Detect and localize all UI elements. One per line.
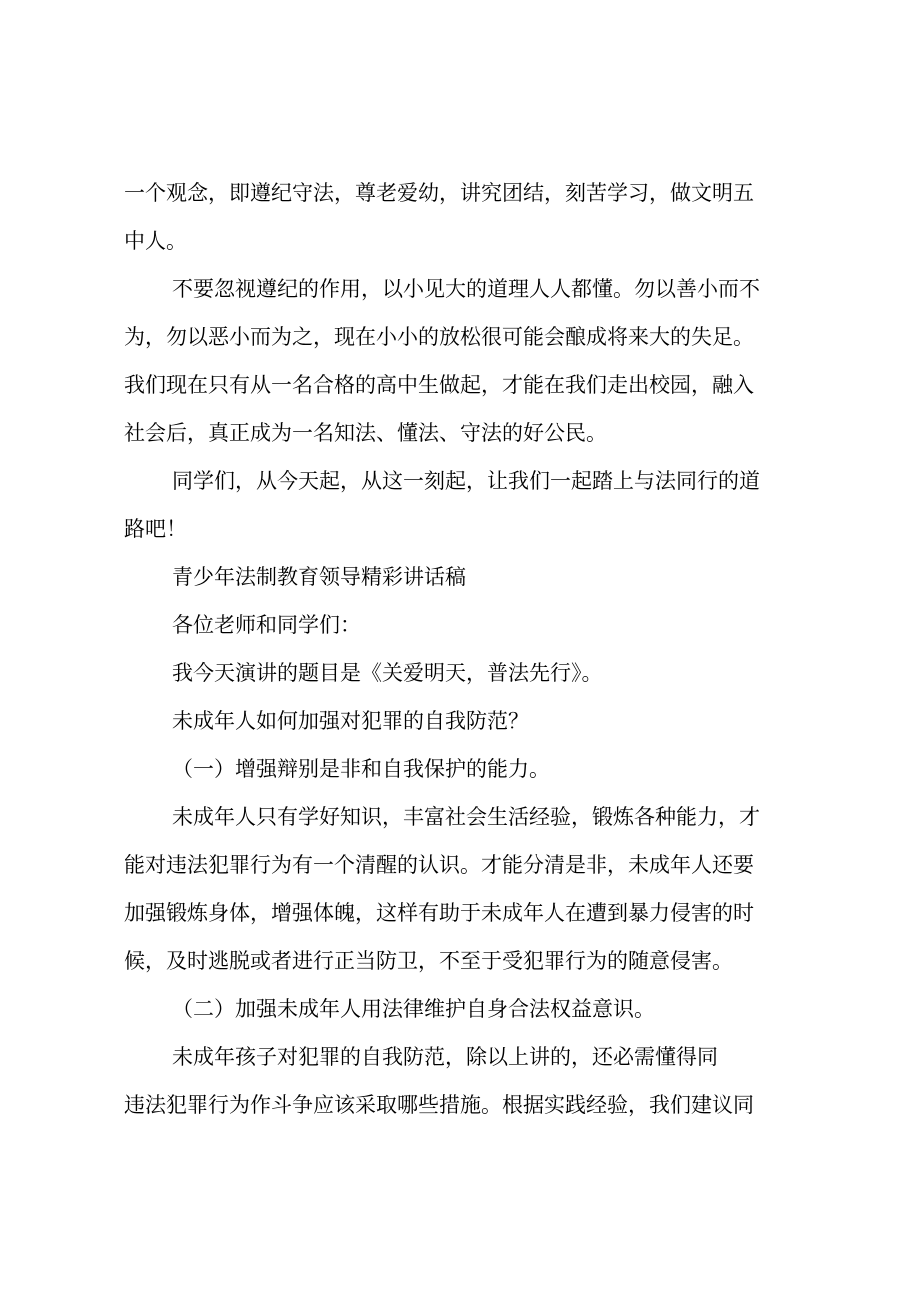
text-line (0, 321, 920, 353)
line-text: （二）加强未成年人用法律维护自身合法权益意识。 (172, 997, 655, 1021)
line-text: （一）增强辩别是非和自我保护的能力。 (172, 757, 550, 781)
line-text: 各位老师和同学们： (172, 613, 361, 637)
text-line (0, 1041, 920, 1073)
text-line (0, 273, 920, 305)
text-line (0, 849, 920, 881)
text-line (0, 609, 920, 641)
line-text: 未成年孩子对犯罪的自我防范，除以上讲的，还必需懂得同 (172, 1045, 718, 1069)
text-line (0, 993, 920, 1025)
line-text: 我今天演讲的题目是《关爱明天，普法先行》。 (172, 661, 603, 685)
line-text: 同学们，从今天起，从这一刻起，让我们一起踏上与法同行的道 (172, 469, 760, 493)
line-text: 中人。 (124, 229, 187, 253)
text-line (0, 945, 920, 977)
line-text: 加强锻炼身体，增强体魄，这样有助于未成年人在遭到暴力侵害的时 (124, 901, 754, 925)
text-line (0, 753, 920, 785)
text-line (0, 897, 920, 929)
line-text: 能对违法犯罪行为有一个清醒的认识。才能分清是非，未成年人还要 (124, 853, 754, 877)
text-line (0, 369, 920, 401)
line-text: 为，勿以恶小而为之，现在小小的放松很可能会酿成将来大的失足。 (124, 325, 754, 349)
text-line (0, 177, 920, 209)
line-text: 一个观念，即遵纪守法，尊老爱幼，讲究团结，刻苦学习，做文明五 (124, 181, 754, 205)
text-line (0, 225, 920, 257)
line-text: 不要忽视遵纪的作用，以小见大的道理人人都懂。勿以善小而不 (172, 277, 760, 301)
text-line (0, 1089, 920, 1121)
line-text: 未成年人如何加强对犯罪的自我防范？ (172, 709, 529, 733)
line-text: 违法犯罪行为作斗争应该采取哪些措施。根据实践经验，我们建议同 (124, 1093, 754, 1117)
text-line (0, 801, 920, 833)
line-text: 青少年法制教育领导精彩讲话稿 (172, 565, 466, 589)
line-text: 社会后，真正成为一名知法、懂法、守法的好公民。 (124, 421, 607, 445)
text-line (0, 465, 920, 497)
line-text: 路吧！ (124, 517, 187, 541)
text-line (0, 657, 920, 689)
line-text: 我们现在只有从一名合格的高中生做起，才能在我们走出校园，融入 (124, 373, 754, 397)
text-line (0, 417, 920, 449)
text-line (0, 561, 920, 593)
line-text: 未成年人只有学好知识，丰富社会生活经验，锻炼各种能力，才 (172, 805, 760, 829)
text-line (0, 705, 920, 737)
text-line (0, 513, 920, 545)
line-text: 候，及时逃脱或者进行正当防卫，不至于受犯罪行为的随意侵害。 (124, 949, 733, 973)
